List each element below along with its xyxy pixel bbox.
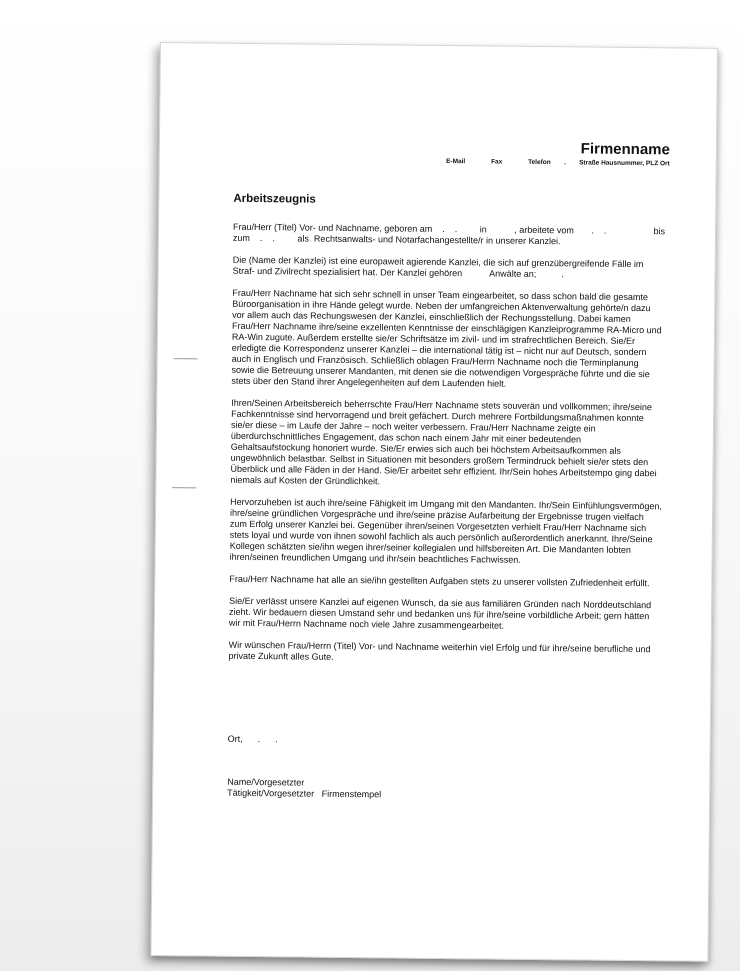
contact-separator: .	[564, 159, 566, 167]
paragraph-firm: Die (Name der Kanzlei) ist eine europaweit agierende Kanzlei, die sich auf grenzübergreifende Fälle im Straf- und Zivilrecht spezialisiert hat. Der Kanzlei gehören Anwälte an; .	[232, 254, 647, 280]
paragraph-social: Hervorzuheben ist auch ihre/seine Fähigkeit im Umgang mit den Mandanten. Ihr/Sein Einfühlungsvermögen, ihre/seine gründlichen Vorgespräche und ihre/seine präzise Aufarbeitung der Ergebnisse trugen vielfach zum Erfolg unserer Kanzlei bei. Gegenüber ihren/seinen Vorgesetzten verhielt Frau/Herr Nachname sich stets loyal und wurde von ihnen sowohl fachlich als auch persönlich außerordentlich anerkannt. Ihre/Seine Kollegen schätzten sie/ihn wegen ihrer/seiner kollegialen und hilfsbereiten Art. Die Mandanten lobten ihren/seinen freundlichen Umgang und ihr/sein beachtliches Fachwissen.	[229, 496, 662, 565]
intro-line-1-end: bis	[653, 226, 666, 237]
company-name: Firmenname	[580, 140, 670, 159]
paragraph-duties: Frau/Herr Nachname hat sich sehr schnell in unser Team eingearbeitet, so dass schon bald die gesamte Büroorganisation in ihre Hände gelegt wurde. Neben der umfangreichen Aktenverwaltung gehörte/n dazu vor allem auch das Rechungswesen der Kanzlei, einschließlich der Rechungsstellung. Dabei kamen Frau/Herr Nachname ihre/seine exzellenten Kenntnisse der einschlägigen Kanzleiprogramme RA-Micro und RA-Win zugute. Außerdem erstellte sie/er Schriftsätze im zivil- und im strafrechtlichen Bereich. Sie/Er erledigte die Korrespondenz unserer Kanzlei – die international tätig ist – nicht nur auf Deutsch, sondern auch in Englisch und Französisch. Schließlich oblagen Frau/Herrn Nachname noch die Terminplanung sowie die Betreuung unserer Mandanten, mit denen sie die notwendigen Vorgespräche führte und die sie stets über den Stand ihrer Angelegenheiten auf dem Laufenden hielt.	[231, 287, 662, 389]
fold-mark-top	[174, 358, 198, 359]
fax-label: Fax	[491, 158, 503, 166]
address-label: Straße Hausnummer, PLZ Ort	[579, 159, 670, 168]
fold-mark-bottom	[172, 487, 196, 488]
paragraph-leaving: Sie/Er verlässt unsere Kanzlei auf eigenen Wunsch, da sie aus familiären Gründen nach Norddeutschland zieht. Wir bedauern diesen Umstand sehr und bedanken uns für ihre/seine vorbildliche Arbeit; gern hätten wir mit Frau/Herrn Nachname noch viele Jahre zusammengearbeitet.	[228, 595, 652, 631]
paragraph-overall: Frau/Herr Nachname hat alle an sie/ihn gestellten Aufgaben stets zu unserer vollsten Zufriedenheit erfüllt.	[229, 573, 650, 589]
intro-paragraph	[233, 222, 665, 249]
intro-line-1-text: Frau/Herr (Titel) Vor- und Nachname, geboren am . . in , arbeitete vom . .	[233, 221, 607, 236]
paragraph-performance: Ihren/Seinen Arbeitsbereich beherrschte Frau/Herr Nachname stets souverän und vollkommen; ihre/seine Fachkenntnisse sind hervorragend und breit gefächert. Durch mehrere Fortbildungsmaßnahmen konnte sie/er diese – im Laufe der Jahre – noch weiter verbessern. Frau/Herr Nachname zeigte ein überdurchschnittliches Engagement, das schon nach einem Jahr mit einer bedeutenden Gehaltsaufstockung honoriert wurde. Sie/Er erwies sich auch bei höchstem Arbeitsaufkommen als ungewöhnlich belastbar. Selbst in Situationen mit besonders großem Termindruck behielt sie/er stets den Überblick und alle Fäden in der Hand. Sie/Er arbeitet sehr effizient. Ihr/Sein hohes Arbeitstempo ging dabei niemals auf Kosten der Gründlichkeit.	[230, 397, 657, 487]
contact-line	[446, 158, 670, 167]
document-page	[150, 42, 718, 962]
paragraph-wishes: Wir wünschen Frau/Herrn (Titel) Vor- und Nachname weiterhin viel Erfolg und für ihre/seine berufliche und private Zukunft alles Gute.	[228, 639, 651, 662]
intro-line-2: zum . . als Rechtsanwalts- und Notarfachangestellte/r in unserer Kanzlei.	[232, 232, 561, 247]
document-title: Arbeitszeugnis	[233, 192, 316, 206]
document-body	[228, 222, 665, 677]
signature-role: Tätigkeit/Vorgesetzter Firmenstempel	[227, 787, 382, 800]
phone-label: Telefon	[528, 158, 551, 167]
signature-name: Name/Vorgesetzter	[227, 776, 305, 788]
email-label: E-Mail	[446, 158, 466, 166]
place-date: Ort, . .	[227, 733, 278, 745]
